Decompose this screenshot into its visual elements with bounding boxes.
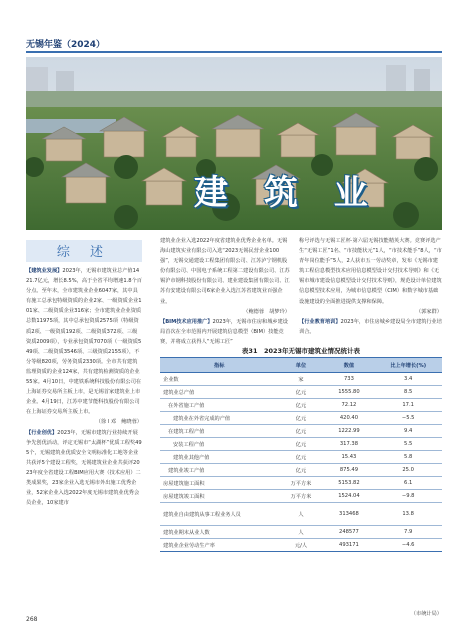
table-cell: 313468: [324, 503, 375, 526]
table-header-cell: 比上年增长(%): [374, 358, 442, 373]
table-cell: −5.5: [374, 412, 442, 425]
table-cell: 5.8: [374, 451, 442, 464]
table-cell: 875.49: [324, 464, 375, 477]
section-banner-title: 建 筑 业: [194, 173, 380, 213]
table-cell: 1222.99: [324, 425, 375, 438]
paragraph-text: 2023年，无锡市住房和城乡建设局首次在全市范围内开展建筑信息模型（BIM）技能竞赛，并将成立获得人“无锡工匠”: [160, 318, 288, 345]
table-cell: 6.1: [374, 477, 442, 490]
table-cell: 5.5: [374, 438, 442, 451]
table-row: [160, 451, 442, 464]
table-row: [160, 490, 442, 503]
table-header-cell: 指标: [160, 358, 278, 373]
table-cell: 元/人: [278, 539, 323, 552]
table-cell: −4.6: [374, 539, 442, 552]
table-cell: 万平方米: [278, 490, 323, 503]
table-cell: 17.1: [374, 399, 442, 412]
table-cell: 9.4: [374, 425, 442, 438]
table-row: [160, 438, 442, 451]
paragraph-tag: 【行业教育培训】: [299, 318, 341, 325]
author-signature: （徐 l 邓 鲍晓蓉）: [95, 419, 142, 426]
paragraph-tag: 【建筑业发展】: [26, 268, 63, 274]
overview-heading: 综 述: [56, 245, 112, 260]
table-cell: 亿元: [278, 412, 323, 425]
table-header-row: [160, 358, 442, 373]
table-cell: 万平方米: [278, 477, 323, 490]
table-cell: 家: [278, 373, 323, 386]
table-row: [160, 399, 442, 412]
paragraph-continued: 建筑业企业入选2022年度省建筑业优秀企业名单。无锡海山建筑实业有限公司入选“2023无锡民营企业100强”，无锡交通建设工程集团有限公司、江苏泸宁钢机股份有限公司、中国电子系统工程第二建设有限公司、江苏锡沪市钢科技股份有限公司、建业建设集团有限公司、江苏有安建设有限公司6家企业入选江苏省建筑业百强企业。: [160, 238, 290, 305]
paragraph-bim-promotion: [160, 317, 290, 347]
table-cell: 建筑业总产值: [160, 386, 278, 399]
table-source-note: （市统计局）: [410, 611, 442, 617]
table-cell: 1524.04: [324, 490, 375, 503]
table-cell: 建筑业期末从业人数: [160, 526, 278, 539]
table-cell: 建筑业其他产值: [160, 451, 278, 464]
table-cell: 建筑业竣工产值: [160, 464, 278, 477]
table-cell: 25.0: [374, 464, 442, 477]
table-cell: 733: [324, 373, 375, 386]
paragraph-continued: 称号评选与无锡工匠杯·第六届无锡技能精英大赛。竞赛评选产生“无锡工匠”1名、“市技能状元”1人，“市技术能手”8人，“市青年岗位能手”5人，2人获市五一劳动奖章，发布《无锡市建筑工程信息模型技术应用信息模型设计交付技术导则》和《无锡市城市建设信息模型设计交付技术导则》，规范设计单位建筑信息模型技术应用，为城市信息模型（CIM）和数字城市基础设施建设的全面推进提供支撑和保障。: [299, 238, 442, 305]
table-row: [160, 373, 442, 386]
table-title: 表31 2023年无锡市建筑业情况统计表: [241, 347, 361, 355]
table-header-cell: 单位: [278, 358, 323, 373]
header-rule: [26, 51, 442, 53]
table-header-cell: 数值: [324, 358, 375, 373]
table-cell: 建筑业在外省完成的产值: [160, 412, 278, 425]
table-cell: 建筑业自由建筑从事工程业务人员: [160, 503, 278, 526]
table-cell: 8.5: [374, 386, 442, 399]
table-cell: 7.9: [374, 526, 442, 539]
author-signature: （鲍德蓉 胡梦玲）: [243, 308, 290, 315]
table-cell: 15.43: [324, 451, 375, 464]
table-cell: 企业数: [160, 373, 278, 386]
text-column-3: [299, 236, 442, 337]
cover-photo: [26, 57, 442, 230]
paragraph-text: 2023年，无锡市建筑业总产值1421.7亿元，增长8.5%，高于全省平均增速1.8个百分点。至年末，全市建筑业企业6047家，其中具有施工总承包特级资质的企业2家、一级资质企业101家、二级资质企业316家；全市建筑业企业资质总数11975项，其中总承包资质2575项（特级资质2项、一级资质192项、二级资质372项、三级资质2009项），专业承包资质7070项（一级资质549项、二级资质3546项、三级资质2155项），不分等级820项，劳务资质2330项。全市共有建筑监理资质的企业124家，共有建筑检测资质的企业55家。4月10日，中建铁系统科技股份有限公司在上海证券交易所主板上市，是无锡首家建筑业上市企业。4月19日，江苏中建节能科技股份有限公司在上海证券交易所主板上市。: [26, 268, 142, 416]
paragraph-industry-training: [299, 317, 442, 337]
text-column-2: [160, 236, 290, 347]
table-row: [160, 526, 442, 539]
table-cell: 人: [278, 503, 323, 526]
paragraph-industry-excellence: [26, 428, 142, 509]
paragraph-tag: 【BIM技术应用推广】: [160, 318, 213, 325]
table-cell: 房屋建筑竣工面积: [160, 490, 278, 503]
table-cell: 建筑业企业劳动生产率: [160, 539, 278, 552]
table-cell: 248577: [324, 526, 375, 539]
table-cell: 亿元: [278, 451, 323, 464]
table-cell: 1555.80: [324, 386, 375, 399]
statistics-table: [160, 357, 442, 552]
paragraph-tag: 【行业创优】: [26, 429, 58, 436]
table-cell: 317.38: [324, 438, 375, 451]
table-row: [160, 477, 442, 490]
table-row: [160, 464, 442, 477]
table-cell: 13.8: [374, 503, 442, 526]
table-cell: 亿元: [278, 464, 323, 477]
table-cell: 亿元: [278, 386, 323, 399]
table-cell: 房屋建筑施工面积: [160, 477, 278, 490]
paragraph-text: 2023年，市住房城乡建设局全市建筑行业培训合。: [299, 318, 442, 335]
table-cell: −9.8: [374, 490, 442, 503]
text-column-1: [26, 266, 142, 508]
table-cell: 亿元: [278, 425, 323, 438]
table-row: [160, 425, 442, 438]
table-cell: 在建筑工程产值: [160, 425, 278, 438]
table-row: [160, 412, 442, 425]
table-row: [160, 539, 442, 552]
table-cell: 亿元: [278, 399, 323, 412]
table-row: [160, 503, 442, 526]
table-cell: 人: [278, 526, 323, 539]
table-cell: 72.12: [324, 399, 375, 412]
page-number: 268: [26, 616, 38, 623]
table-cell: 493171: [324, 539, 375, 552]
table-cell: 安装工程产值: [160, 438, 278, 451]
paragraph-text: 2023年，无锡市建筑行业持续开展争先创优活动，评定无锡市“太湖杯”优质工程奖495个，无锡建筑业优质安全文明标准化工地等企业共获评5个建设工程奖，无锡建筑业企业共获评2023年度全省建设工程BIM应用大赛（技术应用）二类成果奖，23家企业入选无锡市外出施工优秀企业，52家企业入选2022年度无锡市建筑业优秀会员企业，10家建市: [26, 429, 142, 507]
author-signature: （郭家群）: [416, 308, 442, 315]
paragraph-construction-development: [26, 266, 142, 417]
table-cell: 420.40: [324, 412, 375, 425]
table-cell: 3.4: [374, 373, 442, 386]
running-header: 无锡年鉴（2024）: [26, 40, 106, 50]
table-cell: 在外省施工产值: [160, 399, 278, 412]
table-cell: 5153.82: [324, 477, 375, 490]
table-row: [160, 386, 442, 399]
table-cell: 亿元: [278, 438, 323, 451]
